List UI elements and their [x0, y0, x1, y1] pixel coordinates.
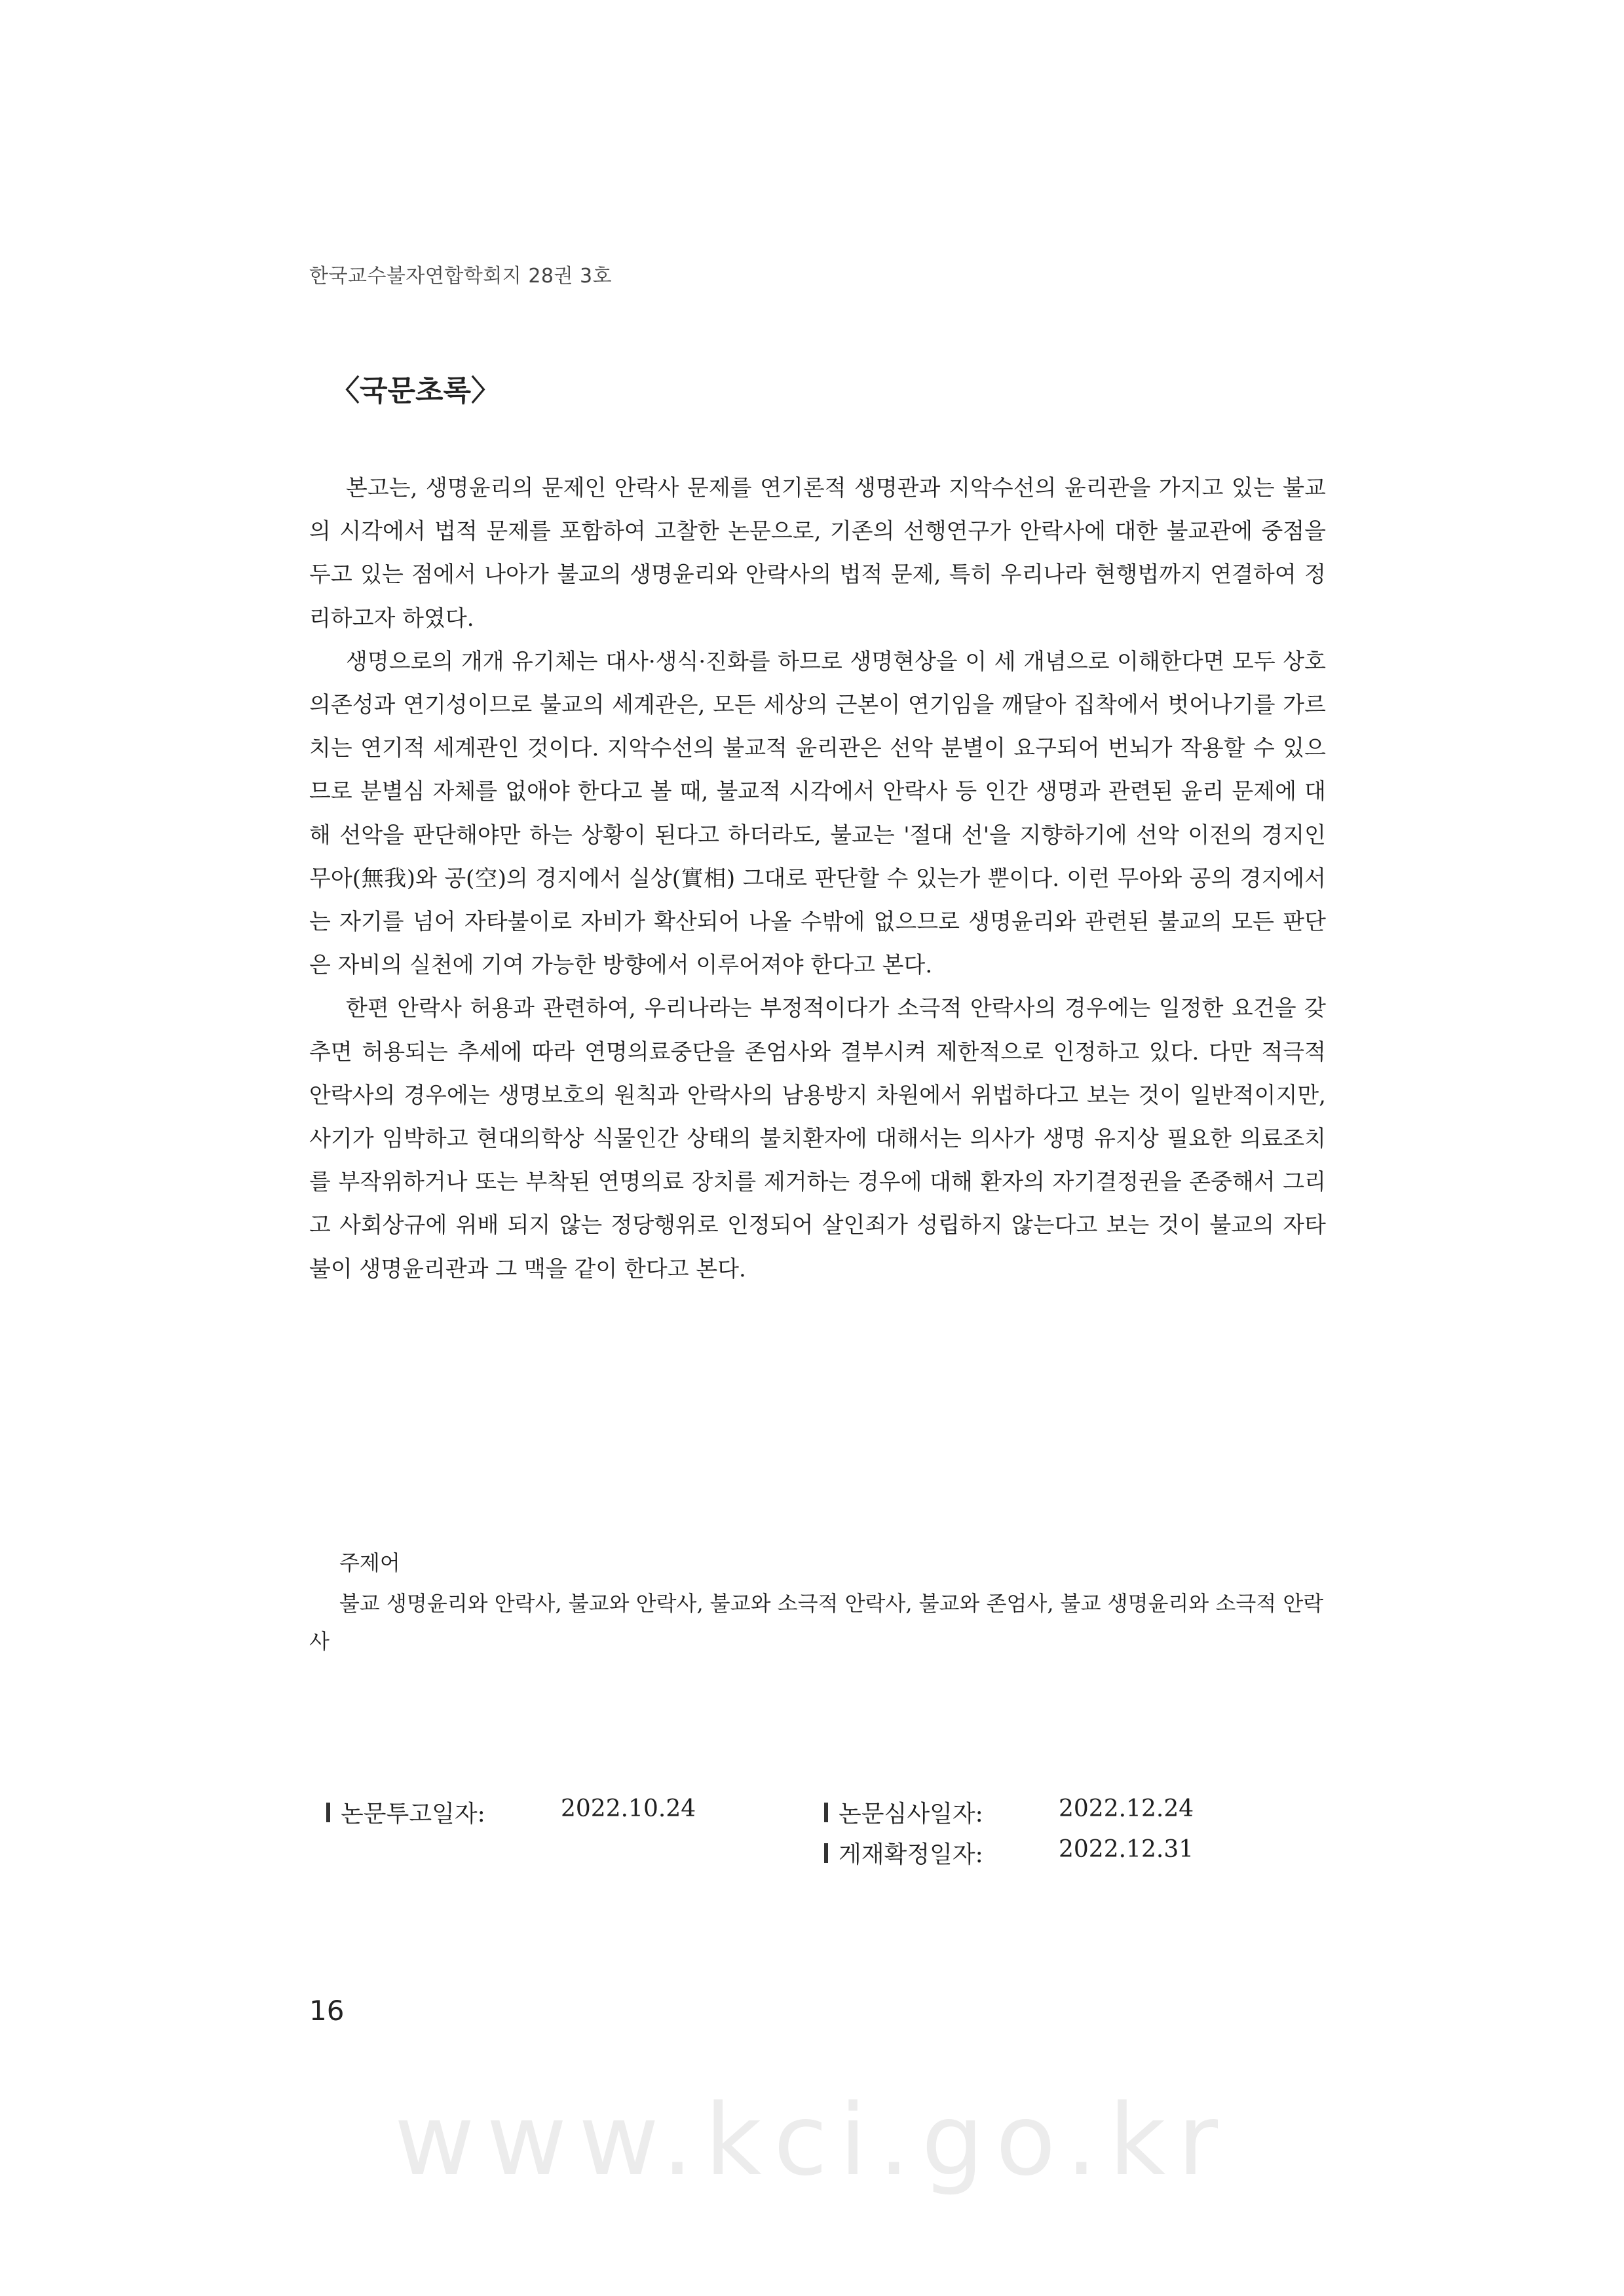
acceptance-date-row [824, 1836, 1194, 1869]
abstract-paragraph: 본고는, 생명윤리의 문제인 안락사 문제를 연기론적 생명관과 지악수선의 윤리관을 가지고 있는 불교의 시각에서 법적 문제를 포함하여 고찰한 논문으로, 기존의 선행연구가 안락사에 대한 불교관에 중점을 두고 있는 점에서 나아가 불교의 생명윤리와 안락사의 법적 문제, 특히 우리나라 현행법까지 연결하여 정리하고자 하였다. [309, 475, 1326, 632]
keywords-label: 주제어 [339, 1550, 400, 1575]
bullet-bar-icon [824, 1843, 828, 1863]
abstract-heading: 〈국문초록〉 [331, 374, 500, 408]
abstract-body [309, 467, 1326, 1291]
submission-date-row [326, 1795, 696, 1829]
review-date-row [824, 1795, 1194, 1829]
submission-date-value: 2022.10.24 [561, 1795, 696, 1822]
keywords-text: 불교 생명윤리와 안락사, 불교와 안락사, 불교와 소극적 안락사, 불교와 존엄사, 불교 생명윤리와 소극적 안락사 [309, 1591, 1324, 1654]
bullet-bar-icon [326, 1803, 330, 1822]
watermark: www.kci.go.kr [394, 2084, 1230, 2198]
submission-date-label: 논문투고일자: [341, 1801, 485, 1827]
page-number: 16 [309, 1995, 345, 2027]
acceptance-date-value: 2022.12.31 [1059, 1836, 1194, 1863]
bullet-bar-icon [824, 1803, 828, 1822]
review-date-label: 논문심사일자: [839, 1801, 983, 1827]
abstract-paragraph: 생명으로의 개개 유기체는 대사·생식·진화를 하므로 생명현상을 이 세 개념으로 이해한다면 모두 상호의존성과 연기성이므로 불교의 세계관은, 모든 세상의 근본이 연기임을 깨달아 집착에서 벗어나기를 가르치는 연기적 세계관인 것이다. 지악수선의 불교적 윤리관은 선악 분별이 요구되어 번뇌가 작용할 수 있으므로 분별심 자체를 없애야 한다고 볼 때, 불교적 시각에서 안락사 등 인간 생명과 관련된 윤리 문제에 대해 선악을 판단해야만 하는 상황이 된다고 하더라도, 불교는 '절대 선'을 지향하기에 선악 이전의 경지인 무아(無我)와 공(空)의 경지에서 실상(實相) 그대로 판단할 수 있는가 뿐이다. 이런 무아와 공의 경지에서는 자기를 넘어 자타불이로 자비가 확산되어 나올 수밖에 없으므로 생명윤리와 관련된 불교의 모든 판단은 자비의 실천에 기여 가능한 방향에서 이루어져야 한다고 본다. [309, 648, 1326, 979]
abstract-paragraph: 한편 안락사 허용과 관련하여, 우리나라는 부정적이다가 소극적 안락사의 경우에는 일정한 요건을 갖추면 허용되는 추세에 따라 연명의료중단을 존엄사와 결부시켜 제한적으로 인정하고 있다. 다만 적극적 안락사의 경우에는 생명보호의 원칙과 안락사의 남용방지 차원에서 위법하다고 보는 것이 일반적이지만, 사기가 임박하고 현대의학상 식물인간 상태의 불치환자에 대해서는 의사가 생명 유지상 필요한 의료조치를 부작위하거나 또는 부착된 연명의료 장치를 제거하는 경우에 대해 환자의 자기결정권을 존중해서 그리고 사회상규에 위배 되지 않는 정당행위로 인정되어 살인죄가 성립하지 않는다고 보는 것이 불교의 자타불이 생명윤리관과 그 맥을 같이 한다고 본다. [309, 995, 1326, 1282]
review-date-value: 2022.12.24 [1059, 1795, 1194, 1822]
running-head: 한국교수불자연합학회지 28권 3호 [309, 265, 613, 288]
acceptance-date-label: 게재확정일자: [839, 1841, 983, 1868]
